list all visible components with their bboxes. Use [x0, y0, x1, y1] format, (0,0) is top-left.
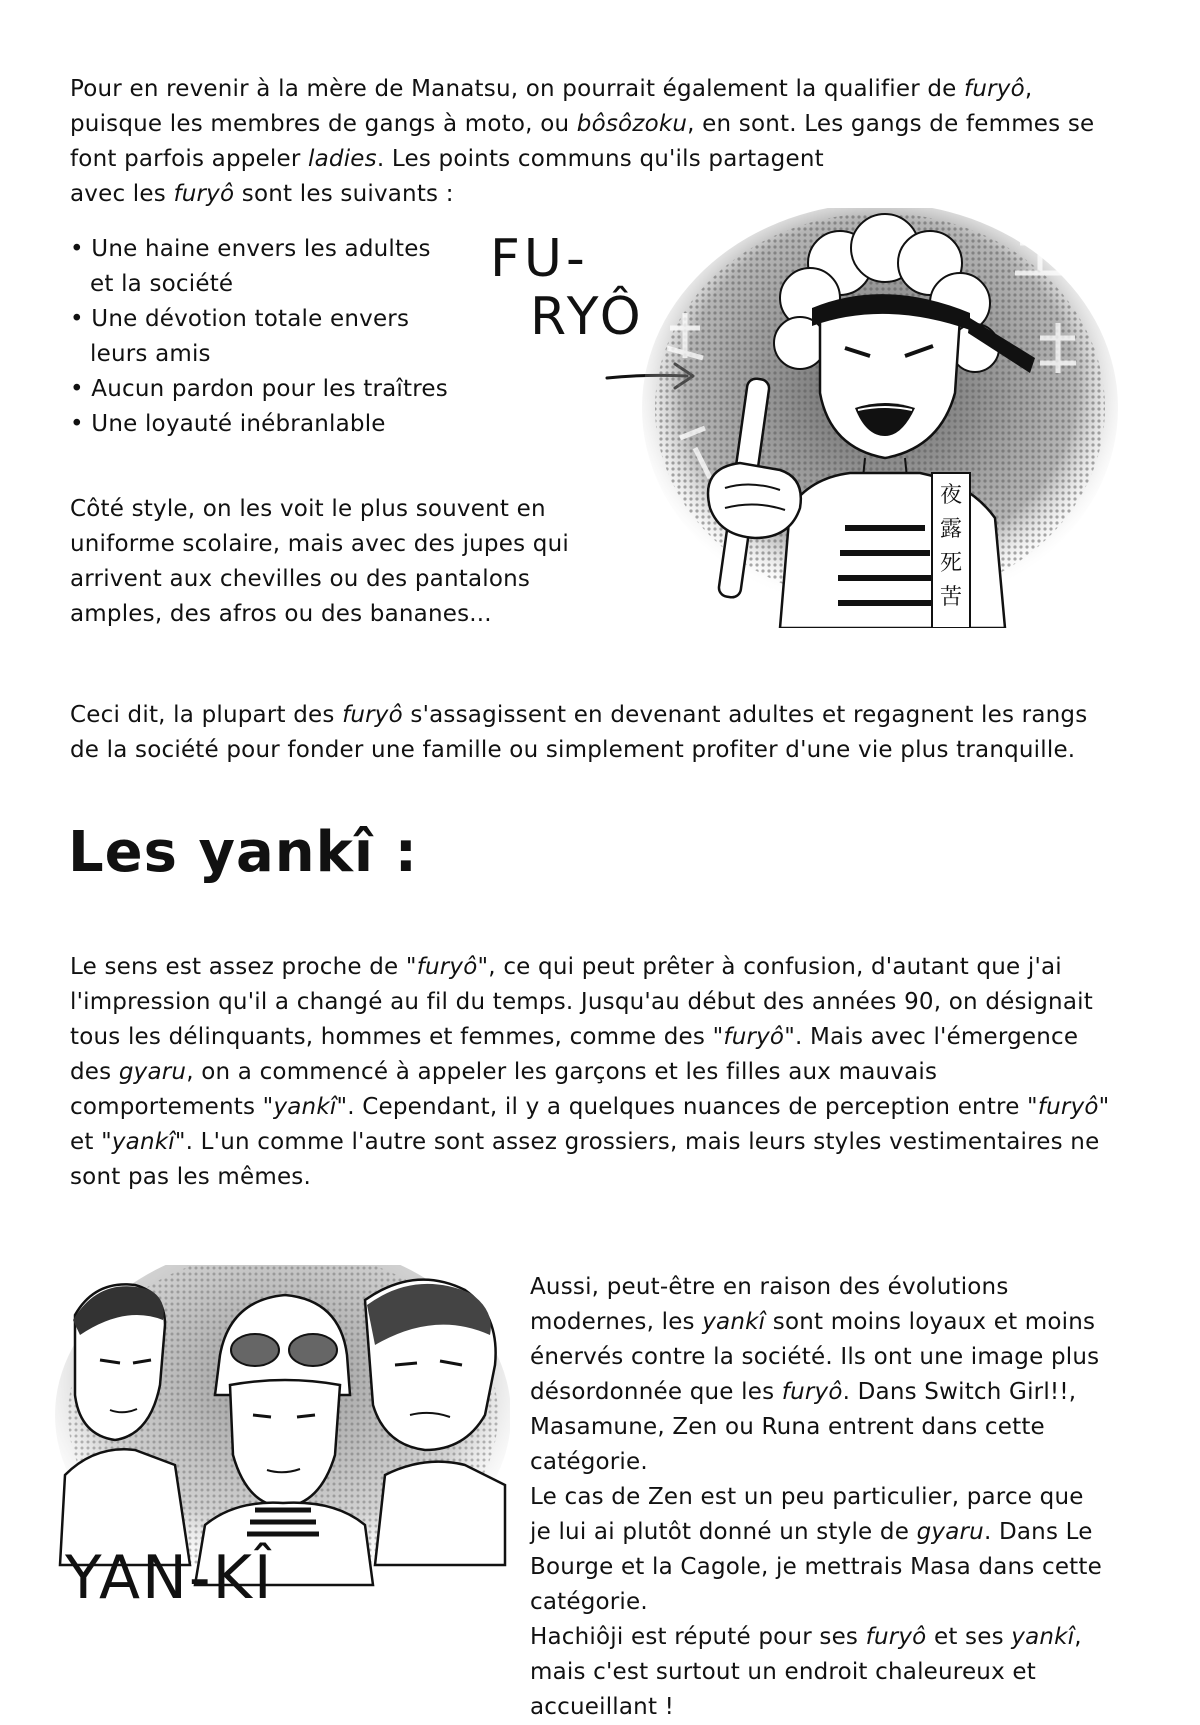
furyo-illustration: [640, 208, 1120, 628]
yanki-text: ". L'un comme l'autre sont assez grossiers, mais leurs styles vestimentaires ne sont pas les mêmes.: [70, 1129, 1100, 1190]
intro-paragraph: [70, 72, 1100, 212]
term-gyaru: gyaru: [916, 1519, 984, 1545]
term-ladies: ladies: [308, 146, 377, 172]
intro-text: , en sont. Les gangs de femmes se font parfois appeler: [70, 111, 1095, 172]
term-furyo: furyô: [416, 954, 478, 980]
yanki-label: YAN-KÎ: [65, 1543, 274, 1613]
term-gyaru: gyaru: [118, 1059, 187, 1085]
trait-item: • Une haine envers les adultes et la société: [70, 232, 450, 302]
kanji-char: 死: [939, 551, 963, 576]
style-paragraph: [70, 492, 590, 632]
modern-text: Aussi, peut-être en raison des évolutions modernes, les: [530, 1274, 1009, 1335]
term-furyo: furyô: [723, 1024, 785, 1050]
intro-text: sont les suivants :: [234, 181, 454, 207]
yanki-text: Le sens est assez proche de ": [70, 954, 417, 980]
term-yanki: yankî: [273, 1094, 337, 1120]
term-furyo: furyô: [1037, 1094, 1099, 1120]
term-furyo: furyô: [342, 702, 403, 728]
kanji-char: 露: [939, 517, 963, 542]
intro-text: , puisque les membres de gangs à moto, ou: [70, 76, 1033, 137]
yanki-text: ". Mais avec l'émergence des: [70, 1024, 1079, 1085]
yanki-text: " et ": [70, 1094, 1110, 1155]
term-furyo: furyô: [865, 1624, 927, 1650]
furyo-label-line2: RYÔ: [530, 287, 645, 347]
modern-text: et ses: [926, 1624, 1012, 1650]
trait-item: • Une loyauté inébranlable: [70, 407, 450, 442]
section-heading: Les yankî :: [68, 820, 418, 885]
conclusion-paragraph: [70, 698, 1110, 768]
modern-text: . Dans Le Bourge et la Cagole, je mettrais Masa dans cette catégorie.: [530, 1519, 1102, 1615]
term-furyo: furyô: [173, 181, 235, 207]
yanki-text: ", ce qui peut prêter à confusion, d'autant que j'ai l'impression qu'il a changé au fil du temps. Jusqu'au début des années 90, on désignait tous les délinquants, hommes et femmes, comme des ": [70, 954, 1093, 1050]
trait-item: • Une dévotion totale envers leurs amis: [70, 302, 450, 372]
term-yanki: yankî: [702, 1309, 766, 1335]
conclusion-text: Ceci dit, la plupart des: [70, 702, 343, 728]
yanki-text: , on a commencé à appeler les garçons et les filles aux mauvais comportements ": [70, 1059, 938, 1120]
term-yanki: yankî: [111, 1129, 175, 1155]
modern-text: sont moins loyaux et moins énervés contre la société. Ils ont une image plus désordonnée que les: [530, 1309, 1100, 1405]
kanji-char: 夜: [939, 483, 963, 508]
modern-text: , mais c'est surtout un endroit chaleureux et accueillant !: [530, 1624, 1082, 1720]
term-yanki: yankî: [1011, 1624, 1075, 1650]
conclusion-text: s'assagissent en devenant adultes et regagnent les rangs de la société pour fonder une famille ou simplement profiter d'une vie plus tranquille.: [70, 702, 1088, 763]
yanki-paragraph: [70, 950, 1120, 1195]
trait-item: • Aucun pardon pour les traîtres: [70, 372, 450, 407]
term-furyo: furyô: [781, 1379, 843, 1405]
traits-list: [70, 232, 450, 442]
intro-text: . Les points communs qu'ils partagent: [376, 146, 824, 172]
style-text: Côté style, on les voit le plus souvent en uniforme scolaire, mais avec des jupes qui arrivent aux chevilles ou des pantalons amples, des afros ou des bananes...: [70, 496, 569, 627]
term-bosozoku: bôsôzoku: [576, 111, 688, 137]
furyo-label-line1: FU-: [490, 229, 589, 289]
term-furyo: furyô: [964, 76, 1025, 102]
modern-paragraph: [530, 1270, 1110, 1725]
modern-text: Hachiôji est réputé pour ses: [530, 1624, 866, 1650]
modern-text: Le cas de Zen est un peu particulier, parce que je lui ai plutôt donné un style de: [530, 1484, 1084, 1545]
kanji-char: 苦: [939, 585, 963, 610]
intro-text: Pour en revenir à la mère de Manatsu, on pourrait également la qualifier de: [70, 76, 965, 102]
yanki-text: ". Cependant, il y a quelques nuances de perception entre ": [336, 1094, 1038, 1120]
intro-text: avec les: [70, 181, 174, 207]
furyo-label: [490, 230, 645, 346]
modern-text: . Dans Switch Girl!!, Masamune, Zen ou Runa entrent dans cette catégorie.: [530, 1379, 1077, 1475]
